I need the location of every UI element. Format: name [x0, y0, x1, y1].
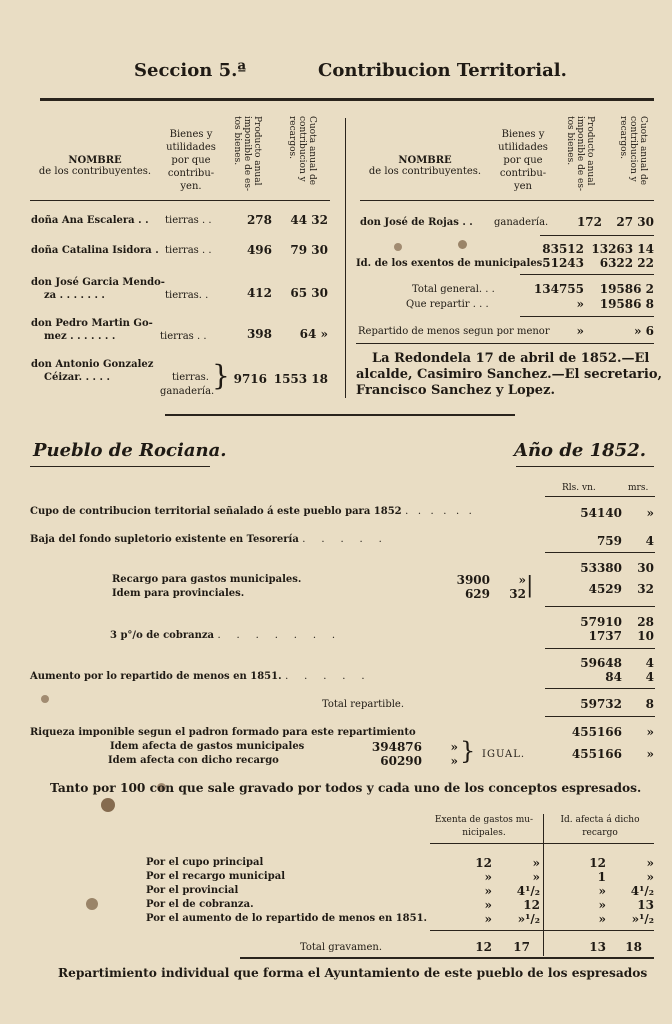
que-repartir-v1: »	[576, 297, 584, 311]
total-repartible-mrs: 8	[645, 697, 654, 711]
col-rule	[545, 496, 655, 497]
right-name-header: NOMBRE de los contribuyentes.	[368, 155, 482, 177]
tanto-sum-rule	[430, 930, 654, 931]
right-row-quota: 27 30	[616, 215, 654, 229]
sum-rule	[545, 648, 655, 649]
left-row-quota: 64 »	[299, 327, 328, 341]
right-quota-header: Cuota anual de contribucion y recargos.	[618, 116, 648, 186]
left-row-product: 412	[246, 286, 272, 300]
section-divider	[165, 414, 515, 416]
tanto-am: 4¹/₂	[516, 884, 540, 898]
recargo-m: »	[518, 573, 526, 587]
right-rule	[356, 343, 654, 344]
tanto-total-bm: 18	[625, 940, 642, 954]
left-row-product: 278	[246, 213, 272, 227]
repartido-label: Repartido de menos segun por menor	[358, 326, 550, 337]
left-row-goods: tierras . .	[165, 215, 212, 226]
baja-label: Baja del fondo supletorio existente en Tesorería . . . . .	[30, 534, 382, 545]
left-name-header: NOMBRE de los contribuyentes.	[38, 155, 152, 177]
aumento-mrs: 4	[645, 670, 654, 684]
cupo-rls: 54140	[580, 506, 622, 520]
riqueza-label: Riqueza imponible segun el padron formado para este repartimiento	[30, 727, 416, 738]
left-row-quota: 65 30	[290, 286, 328, 300]
tanto-total-rule	[240, 957, 654, 959]
cobranza-label: 3 p°/o de cobranza . . . . . . .	[110, 630, 336, 641]
right-sum-rule	[520, 316, 654, 317]
total-general-v2: 19586 2	[599, 282, 654, 296]
tanto-am: 12	[523, 898, 540, 912]
sub3-mrs: 4	[645, 656, 654, 670]
total-general-v1: 134755	[533, 282, 584, 296]
tanto-am: »¹/₂	[517, 912, 540, 926]
left-row-name-cont: za . . . . . . .	[44, 290, 105, 301]
total-repartible-rls: 59732	[580, 697, 622, 711]
left-row-name-cont: mez . . . . . . .	[44, 331, 116, 342]
tanto-b: 1	[597, 870, 606, 884]
riqueza-mrs: »	[646, 725, 654, 739]
cobranza-mrs: 10	[637, 629, 654, 643]
cobranza-rls: 1737	[588, 629, 622, 643]
baja-mrs: 4	[645, 534, 654, 548]
recargo-label: Idem para provinciales.	[112, 588, 245, 599]
closing-line: La Redondela 17 de abril de 1852.—El	[372, 351, 650, 366]
tanto-row-label: Por el cupo principal	[146, 857, 264, 868]
tanto-b: »	[598, 898, 606, 912]
column-divider	[345, 118, 346, 398]
right-sum-a2: 13263 14	[591, 242, 654, 256]
brace: }	[212, 359, 230, 392]
right-header-rule	[360, 200, 654, 201]
sum-rule	[545, 606, 655, 607]
idem1-label: Idem afecta de gastos municipales	[110, 741, 305, 752]
tanto-a: 12	[475, 856, 492, 870]
idem2-v: 60290	[380, 754, 422, 768]
idem1-v: 394876	[371, 740, 422, 754]
left-row-goods: tierras . .	[160, 331, 207, 342]
recargo-label: Recargo para gastos municipales.	[112, 574, 302, 585]
year-title-rule	[516, 466, 654, 467]
tanto-row-label: Por el provincial	[146, 885, 239, 896]
tanto-total-b: 13	[589, 940, 606, 954]
right-sum-rule	[540, 235, 654, 236]
tanto-bm: »	[646, 856, 654, 870]
right-product-header: Producto anual imponible de es- tos bienes.	[565, 116, 595, 192]
left-row-quota: 1553 18	[273, 372, 328, 386]
ink-stain	[86, 898, 98, 910]
recargo-m: 32	[509, 587, 526, 601]
tanto-row-label: Por el recargo municipal	[146, 871, 286, 882]
closing-line: alcalde, Casimiro Sanchez.—El secretario,	[356, 367, 663, 382]
tanto-bm: 13	[637, 898, 654, 912]
right-exentos-label: Id. de los exentos de municipales.	[356, 258, 546, 269]
right-sum-b1: 51243	[542, 256, 584, 270]
section-label: Seccion 5.ª	[134, 60, 247, 81]
left-row-name: doña Ana Escalera . .	[31, 215, 149, 226]
tanto-am: »	[532, 870, 540, 884]
ink-stain	[458, 240, 467, 249]
tanto-bm: 4¹/₂	[630, 884, 654, 898]
left-row-goods-cont: ganadería.	[160, 386, 215, 397]
sub1-mrs: 30	[637, 561, 654, 575]
header-rule	[40, 98, 654, 101]
cupo-label: Cupo de contribucion territorial señalado á este pueblo para 1852 . . . . . .	[30, 506, 472, 517]
left-header-rule	[30, 200, 330, 201]
year-title: Año de 1852.	[514, 440, 646, 461]
repartido-v2: » 6	[633, 324, 654, 338]
sum-rule	[545, 716, 655, 717]
tanto-b: 12	[589, 856, 606, 870]
tanto-a: »	[484, 884, 492, 898]
sub2-mrs: 28	[637, 615, 654, 629]
footer-line: Repartimiento individual que forma el Ayuntamiento de este pueblo de los espresados	[58, 966, 648, 980]
tanto-col-divider	[543, 814, 544, 956]
pueblo-title: Pueblo de Rociana.	[33, 440, 227, 461]
brace: }	[460, 737, 476, 765]
repartido-v1: »	[576, 324, 584, 338]
left-row-name: don José Garcia Mendo-	[31, 277, 165, 288]
right-goods-header: Bienes y utilidades por que contribu- yen	[498, 129, 548, 192]
left-row-goods: tierras.	[172, 372, 209, 383]
left-row-name: don Pedro Martin Go-	[31, 318, 153, 329]
tanto-row-label: Por el de cobranza.	[146, 899, 254, 910]
left-row-goods: tierras. .	[165, 290, 209, 301]
left-row-goods: tierras . .	[165, 245, 212, 256]
tanto-b: »	[598, 884, 606, 898]
left-goods-header: Bienes y utilidades por que contribu- yen.	[166, 129, 216, 192]
idem1-m: »	[450, 740, 458, 754]
tanto-am: »	[532, 856, 540, 870]
recargo-v: 629	[464, 587, 490, 601]
igual-label: IGUAL.	[482, 749, 526, 760]
brace: |	[526, 573, 534, 598]
idem2-m: »	[450, 754, 458, 768]
tanto-total-a: 12	[475, 940, 492, 954]
total-general-label: Total general. . .	[412, 284, 495, 295]
closing-line: Francisco Sanchez y Lopez.	[356, 383, 555, 398]
left-row-name: don Antonio Gonzalez	[31, 359, 154, 370]
aumento-rls: 84	[605, 670, 622, 684]
left-row-name: doña Catalina Isidora .	[31, 245, 159, 256]
ink-stain	[101, 798, 115, 812]
idem2-label: Idem afecta con dicho recargo	[108, 755, 279, 766]
tanto-total-label: Total gravamen.	[300, 942, 383, 953]
sub2-rls: 57910	[580, 615, 622, 629]
tanto-a: »	[484, 912, 492, 926]
page-title: Contribucion Territorial.	[318, 60, 567, 81]
right-sum-rule	[520, 274, 654, 275]
left-row-product: 9716	[233, 372, 267, 386]
ink-stain	[41, 695, 49, 703]
total-repartible-label: Total repartible.	[322, 699, 405, 710]
tanto-header-rule	[430, 843, 654, 844]
left-product-header: Producto anual imponible de es- tos bienes.	[232, 116, 262, 192]
igual-rls: 455166	[571, 747, 622, 761]
tanto-col2-header: Id. afecta á dicho recargo	[560, 815, 640, 838]
sum-rule	[545, 688, 655, 689]
tanto-row-label: Por el aumento de lo repartido de menos en 1851.	[146, 913, 428, 924]
recargo-total-rls: 4529	[588, 582, 622, 596]
ink-stain	[394, 243, 402, 251]
cupo-mrs: »	[646, 506, 654, 520]
right-row-product: 172	[576, 215, 602, 229]
recargo-total-mrs: 32	[637, 582, 654, 596]
right-sum-a1: 83512	[542, 242, 584, 256]
que-repartir-label: Que repartir . . .	[406, 299, 489, 310]
tanto-bm: »	[646, 870, 654, 884]
igual-mrs: »	[646, 747, 654, 761]
tanto-title: Tanto por 100 con que sale gravado por todos y cada uno de los conceptos espresados.	[50, 781, 642, 795]
sub1-rls: 53380	[580, 561, 622, 575]
left-row-product: 496	[246, 243, 272, 257]
tanto-total-am: 17	[513, 940, 530, 954]
tanto-a: »	[484, 870, 492, 884]
right-row-goods: ganadería.	[494, 217, 549, 228]
tanto-b: »	[598, 912, 606, 926]
tanto-a: »	[484, 898, 492, 912]
recargo-v: 3900	[456, 573, 490, 587]
que-repartir-v2: 19586 8	[599, 297, 654, 311]
right-sum-b2: 6322 22	[599, 256, 654, 270]
riqueza-rls: 455166	[571, 725, 622, 739]
col-rls: Rls. vn.	[562, 483, 596, 493]
right-row-name: don José de Rojas . .	[360, 217, 473, 228]
baja-rls: 759	[596, 534, 622, 548]
tanto-col1-header: Exenta de gastos mu- nicipales.	[434, 815, 534, 838]
sub3-rls: 59648	[580, 656, 622, 670]
left-row-quota: 79 30	[290, 243, 328, 257]
tanto-bm: »¹/₂	[631, 912, 654, 926]
col-mrs: mrs.	[628, 483, 649, 493]
left-row-product: 398	[246, 327, 272, 341]
left-row-name-cont: Céizar. . . . .	[44, 372, 110, 383]
aumento-label: Aumento por lo repartido de menos en 1851. . . . . .	[30, 671, 365, 682]
left-row-quota: 44 32	[290, 213, 328, 227]
pueblo-title-rule	[30, 466, 210, 467]
sum-rule	[545, 552, 655, 553]
left-quota-header: Cuota anual de contribucion y recargos.	[287, 116, 317, 186]
